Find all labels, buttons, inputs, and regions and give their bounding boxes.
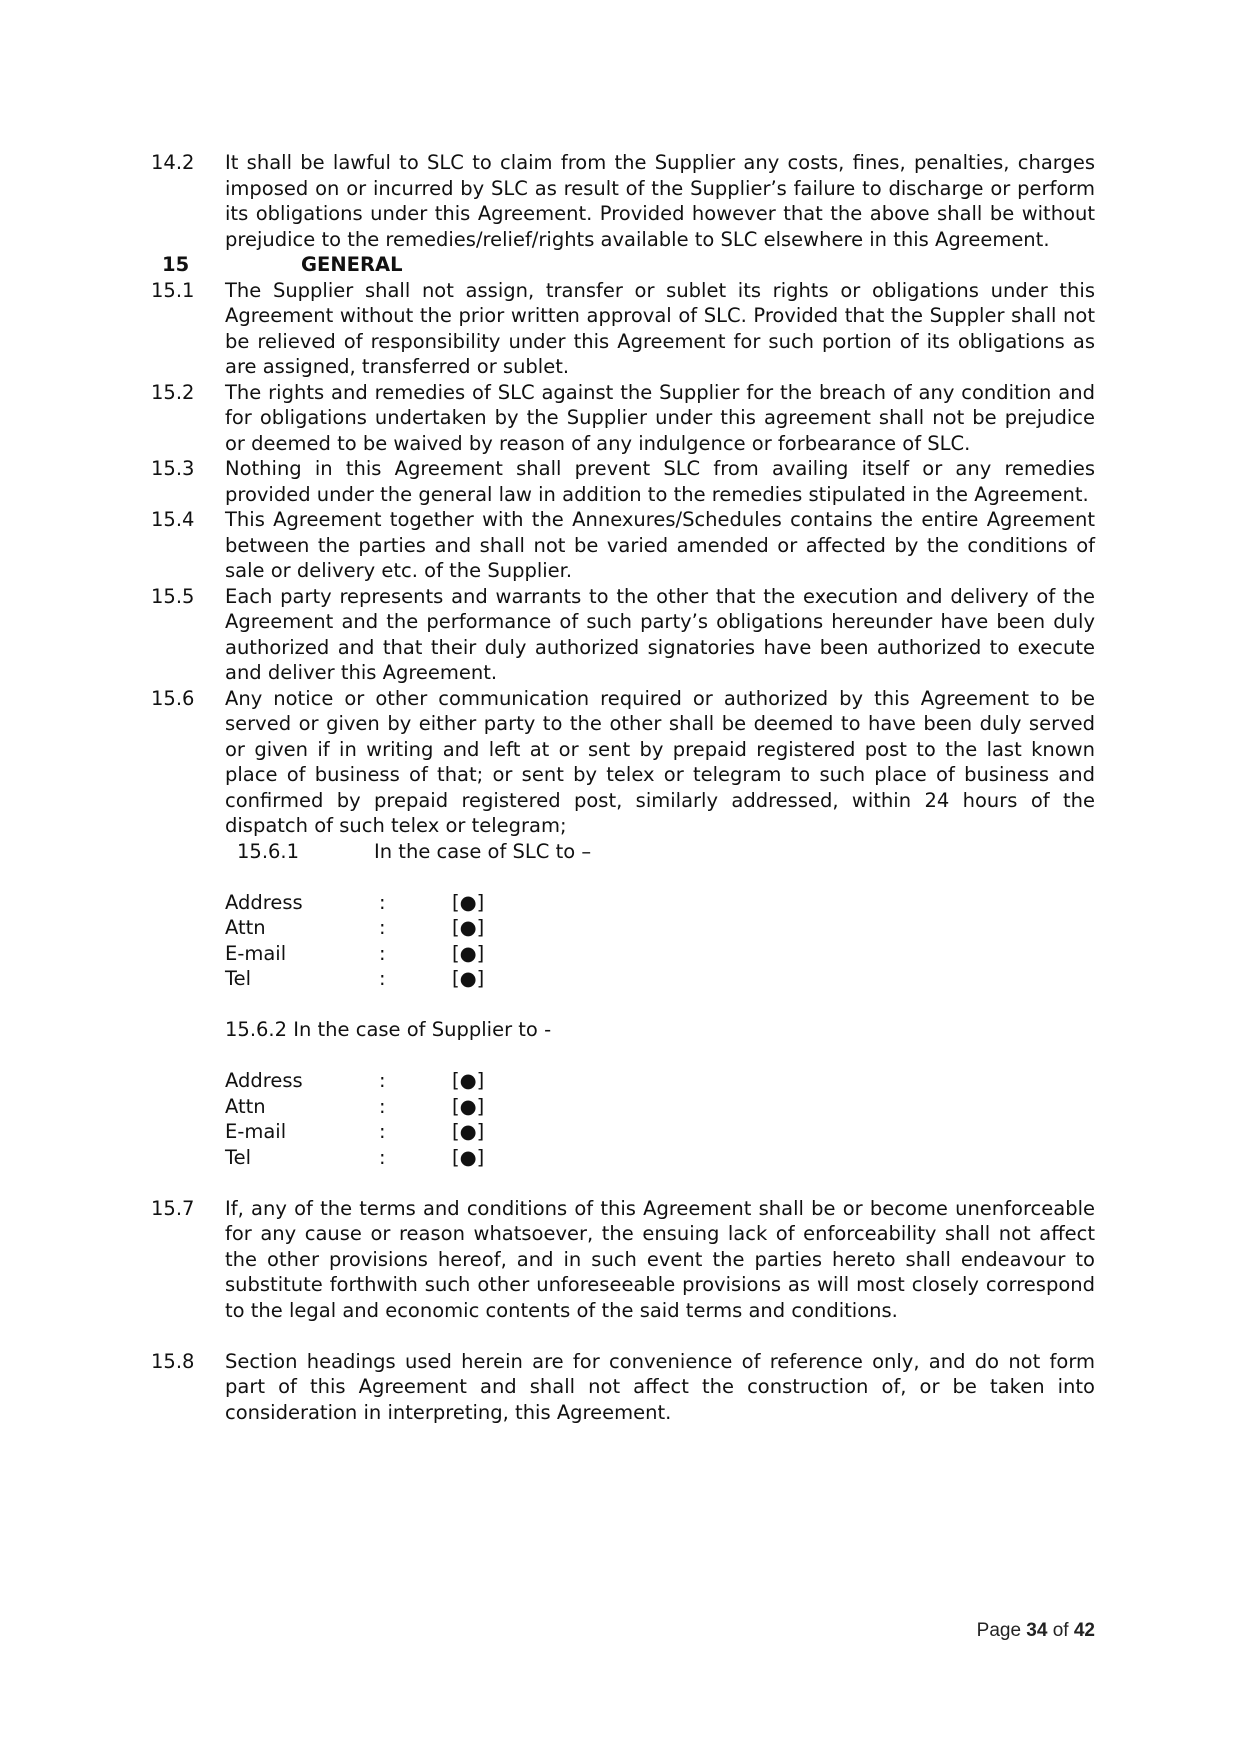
contact-colon: : xyxy=(379,1145,386,1169)
document-body xyxy=(151,150,1095,1425)
contact-label: E-mail xyxy=(225,941,287,965)
contact-label: Address xyxy=(225,890,303,914)
contact-colon: : xyxy=(379,1120,386,1143)
contact-value-placeholder: [●] xyxy=(452,916,485,939)
contact-colon: : xyxy=(379,1069,386,1092)
clause-number: 15.7 xyxy=(151,1196,195,1220)
page-word: Page xyxy=(976,1620,1022,1641)
contact-colon: : xyxy=(379,967,386,990)
section-heading-general xyxy=(151,252,1095,278)
clause-number: 15.6 xyxy=(151,686,195,710)
clause-number: 15.1 xyxy=(151,278,195,302)
page-total: 42 xyxy=(1073,1620,1095,1641)
contact-value-placeholder: [●] xyxy=(452,1069,485,1092)
contact-value-placeholder: [●] xyxy=(452,1120,485,1143)
contact-label: Attn xyxy=(225,916,266,939)
clause-text: Each party represents and warrants to the other that the execution and delivery of the Agreement and the performance of such party’s obligations hereunder have been duly authorized and that their duly authorized signatories have been authorized to execute and deliver this Agreement. xyxy=(225,584,1095,684)
contact-row-tel xyxy=(225,1145,1095,1171)
clause-number: 15.3 xyxy=(151,457,195,480)
clause-text: The rights and remedies of SLC against the Supplier for the breach of any condition and for obligations undertaken by the Supplier under this agreement shall not be prejudice or deemed to be waived by reason of any indulgence or forbearance of SLC. xyxy=(225,380,1095,455)
clause-text: This Agreement together with the Annexures/Schedules contains the entire Agreement between the parties and shall not be varied amended or affected by the conditions of sale or delivery etc. of the Supplier. xyxy=(225,508,1095,582)
clause-text: Section headings used herein are for convenience of reference only, and do not form part of this Agreement and shall not affect the construction of, or be taken into consideration in interpreting, this Agreement. xyxy=(225,1349,1095,1424)
subclause-15-6-2: 15.6.2 In the case of Supplier to - xyxy=(225,1018,552,1041)
clause-15-4 xyxy=(151,507,1095,584)
contact-row-attn xyxy=(225,1094,1095,1120)
contact-value-placeholder: [●] xyxy=(452,1145,485,1169)
clause-text: Any notice or other communication required or authorized by this Agreement to be served or given by either party to the other shall be deemed to have been duly served or given if in writing and left at or sent by prepaid registered post to the last known place of business of that; or sent by telex or telegram to such place of business and confirmed by prepaid registered post, similarly addressed, within 24 hours of the dispatch of such telex or telegram; xyxy=(225,686,1095,837)
clause-number: 15.2 xyxy=(151,380,195,404)
page-footer xyxy=(977,1620,1095,1642)
contact-block-slc xyxy=(225,890,1095,992)
clause-15-3 xyxy=(151,456,1095,507)
clause-number: 15.8 xyxy=(151,1349,195,1373)
of-word: of xyxy=(1052,1620,1069,1641)
contact-row-address xyxy=(225,1068,1095,1094)
clause-text: Nothing in this Agreement shall prevent SLC from availing itself or any remedies provided under the general law in addition to the remedies stipulated in the Agreement. xyxy=(225,457,1095,506)
clause-15-2 xyxy=(151,380,1095,457)
subclause-number: 15.6.1 xyxy=(237,839,300,863)
contact-value-placeholder: [●] xyxy=(452,1094,485,1118)
contact-label: Attn xyxy=(225,1094,266,1118)
contact-row-tel xyxy=(225,966,1095,992)
contact-row-address xyxy=(225,890,1095,916)
clause-text: It shall be lawful to SLC to claim from the Supplier any costs, fines, penalties, charges imposed on or incurred by SLC as result of the Supplier’s failure to discharge or perform its obligations under this Agreement. Provided however that the above shall be without prejudice to the remedies/relief/rights available to SLC elsewhere in this Agreement. xyxy=(225,151,1095,251)
clause-15-8 xyxy=(151,1349,1095,1426)
clause-number: 15.4 xyxy=(151,508,195,531)
subclause-15-6-1 xyxy=(225,839,1095,865)
contact-label: Tel xyxy=(225,967,252,990)
clause-15-6 xyxy=(151,686,1095,839)
clause-number: 15.5 xyxy=(151,584,195,608)
contact-label: E-mail xyxy=(225,1120,287,1143)
clause-14-2 xyxy=(151,150,1095,252)
clause-number: 14.2 xyxy=(151,151,195,174)
contact-colon: : xyxy=(379,890,386,914)
contact-block-supplier xyxy=(225,1068,1095,1170)
contact-value-placeholder: [●] xyxy=(452,967,485,990)
contact-value-placeholder: [●] xyxy=(452,941,485,965)
contact-row-email xyxy=(225,941,1095,967)
section-title: GENERAL xyxy=(301,253,403,276)
contact-value-placeholder: [●] xyxy=(452,890,485,914)
contact-row-email xyxy=(225,1119,1095,1145)
contact-label: Tel xyxy=(225,1145,252,1169)
contact-colon: : xyxy=(379,941,386,965)
clause-text: The Supplier shall not assign, transfer or sublet its rights or obligations under this Agreement without the prior written approval of SLC. Provided that the Suppler shall not be relieved of responsibility under this Agreement for such portion of its obligations as are assigned, transferred or sublet. xyxy=(225,278,1095,378)
contact-label: Address xyxy=(225,1069,303,1092)
subclause-text: In the case of SLC to – xyxy=(374,839,592,863)
clause-15-5 xyxy=(151,584,1095,686)
page-number: 34 xyxy=(1026,1620,1048,1641)
clause-15-1 xyxy=(151,278,1095,380)
clause-15-7 xyxy=(151,1196,1095,1324)
contact-colon: : xyxy=(379,916,386,939)
section-number: 15 xyxy=(162,253,190,276)
clause-text: If, any of the terms and conditions of this Agreement shall be or become unenforceable for any cause or reason whatsoever, the ensuing lack of enforceability shall not affect the other provisions hereof, and in such event the parties hereto shall endeavour to substitute forthwith such other unforeseeable provisions as will most closely correspond to the legal and economic contents of the said terms and conditions. xyxy=(225,1196,1095,1322)
contact-colon: : xyxy=(379,1094,386,1118)
contact-row-attn xyxy=(225,915,1095,941)
